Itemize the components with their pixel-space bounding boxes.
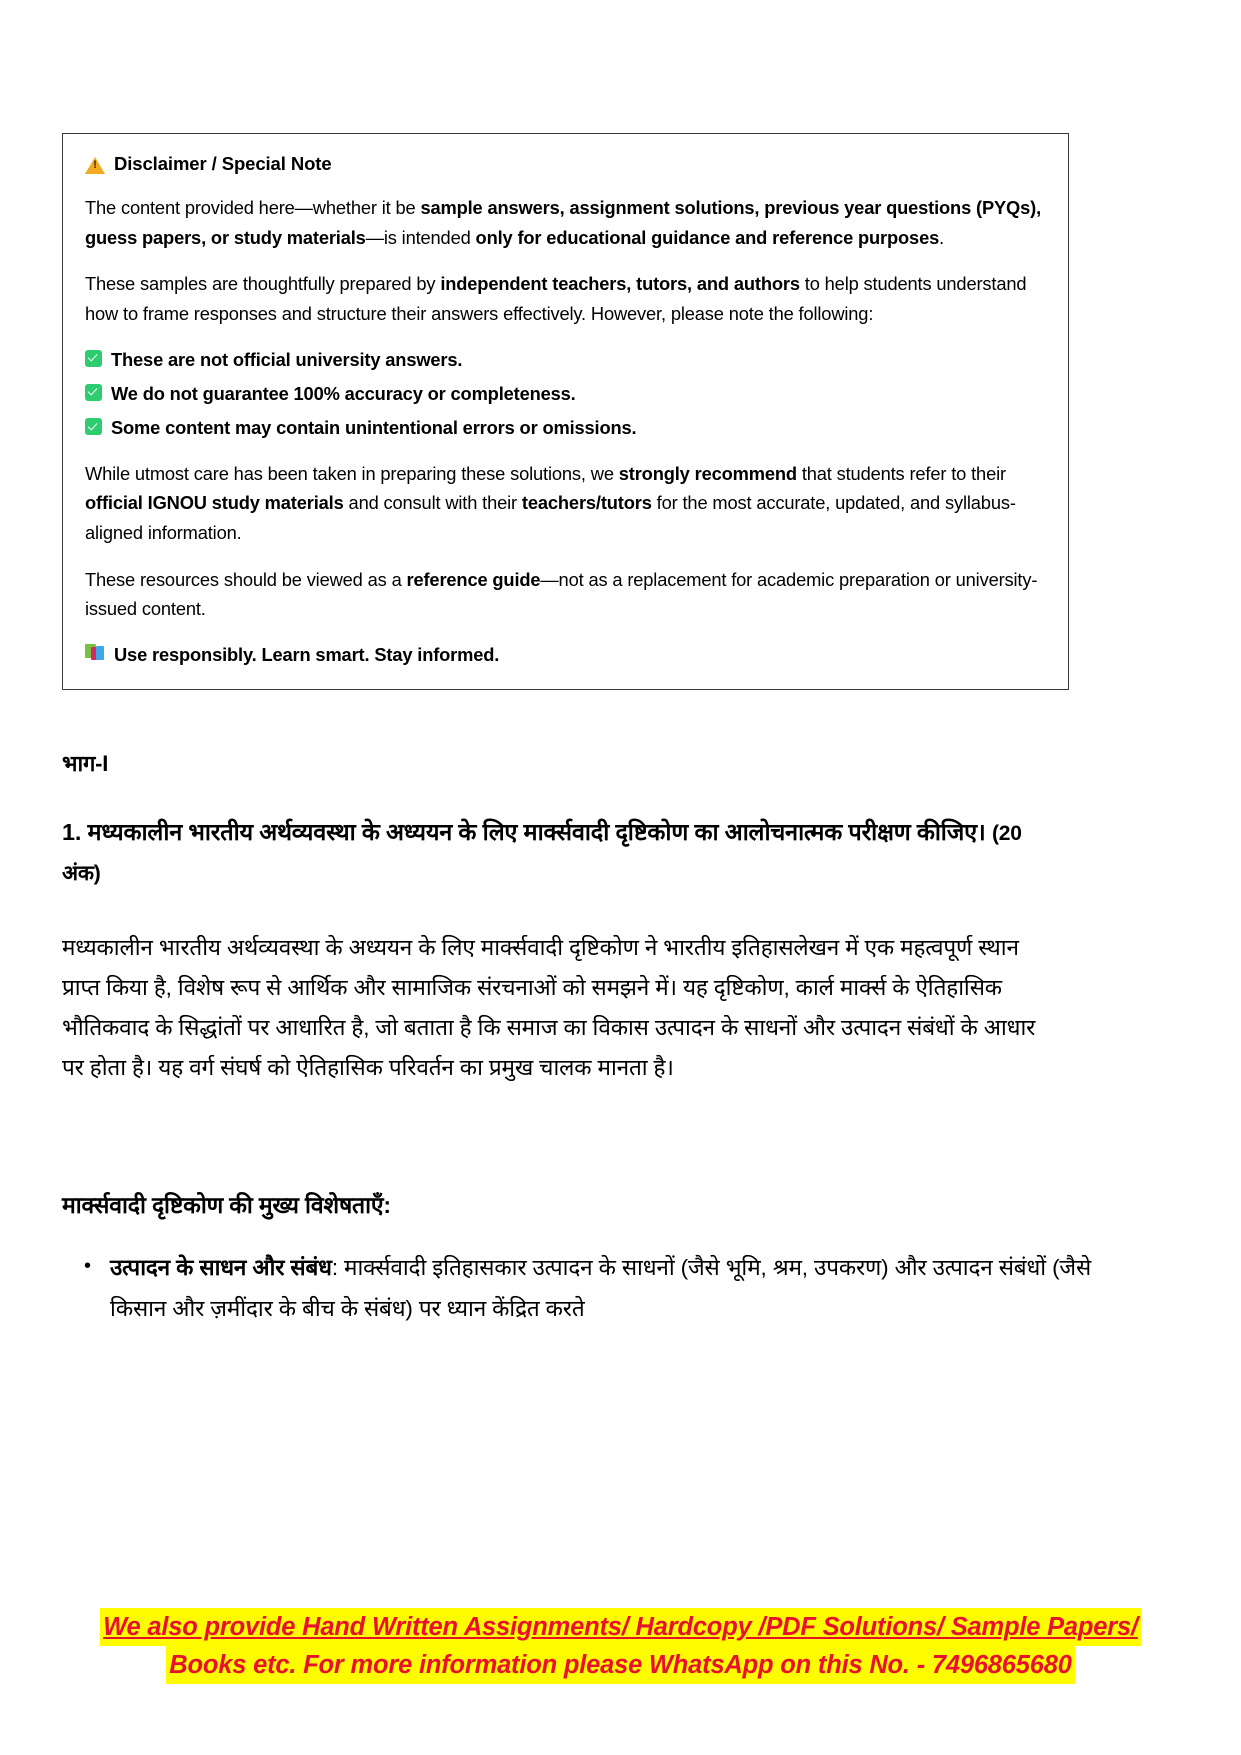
warning-triangle-icon	[85, 157, 105, 174]
disclaimer-paragraph-2	[85, 269, 1046, 328]
disclaimer-title-text: Disclaimer / Special Note	[114, 153, 332, 174]
para3-part-d: official IGNOU study materials	[85, 492, 344, 514]
disclaimer-box	[62, 133, 1069, 690]
disclaimer-paragraph-1	[85, 193, 1046, 252]
para1-part-a: The content provided here—whether it be	[85, 197, 421, 219]
disclaimer-checklist	[85, 346, 1046, 443]
question-text: 1. मध्यकालीन भारतीय अर्थव्यवस्था के अध्ययन के लिए मार्क्सवादी दृष्टिकोण का आलोचनात्मक परीक्षण कीजिए।	[62, 819, 992, 845]
para3-part-f: teachers/tutors	[521, 492, 652, 514]
para1-part-e: .	[939, 226, 945, 248]
check-mark-icon	[85, 384, 102, 401]
checklist-label: Some content may contain unintentional errors or omissions.	[111, 417, 637, 439]
list-item	[85, 414, 1046, 442]
disclaimer-title	[85, 152, 1046, 176]
para1-part-b: sample answers, assignment solutions, previous year questions (PYQs), guess papers, or study materials	[85, 197, 1042, 248]
disclaimer-final-line	[85, 641, 1046, 669]
checklist-label: We do not guarantee 100% accuracy or completeness.	[111, 382, 576, 404]
answer-subheading: मार्क्सवादी दृष्टिकोण की मुख्य विशेषताएँ:	[62, 1192, 391, 1218]
question-heading	[62, 812, 1062, 893]
promo-footer-line-1: We also provide Hand Written Assignments/ Hardcopy /PDF Solutions/ Sample Papers/	[100, 1608, 1141, 1646]
list-item	[85, 346, 1046, 374]
disclaimer-paragraph-4	[85, 565, 1046, 624]
check-mark-icon	[85, 418, 102, 435]
list-item	[85, 380, 1046, 408]
para2-part-b: independent teachers, tutors, and authors	[440, 273, 800, 295]
disclaimer-paragraph-3	[85, 459, 1046, 548]
para3-part-e: and consult with their	[343, 492, 522, 514]
bullet-body-text: : मार्क्सवादी इतिहासकार उत्पादन के साधनों (जैसे भूमि, श्रम, उपकरण) और उत्पादन संबंधों (जैसे किसान और ज़मींदार के बीच के संबंध) पर ध्यान केंद्रित करते	[110, 1255, 1092, 1321]
answer-bullet-list	[62, 1248, 1110, 1330]
para2-part-c: to help students understand how to frame responses and structure their answers effectively. However, please note the following:	[85, 273, 1027, 324]
list-item	[110, 1248, 1110, 1330]
para4-part-b: reference guide	[406, 568, 541, 590]
books-icon	[85, 644, 105, 662]
part-label: भाग-I	[62, 751, 109, 776]
para2-part-a: These samples are thoughtfully prepared by	[85, 273, 441, 295]
check-mark-icon	[85, 350, 102, 367]
para3-part-c: that students refer to their	[796, 462, 1006, 484]
question-marks: (20 अंक)	[62, 822, 1022, 886]
para3-part-a: While utmost care has been taken in preparing these solutions, we	[85, 462, 619, 484]
para3-part-g: for the most accurate, updated, and syllabus-aligned information.	[85, 492, 1016, 543]
para3-part-b: strongly recommend	[618, 462, 797, 484]
answer-paragraph: मध्यकालीन भारतीय अर्थव्यवस्था के अध्ययन के लिए मार्क्सवादी दृष्टिकोण ने भारतीय इतिहासलेखन में एक महत्वपूर्ण स्थान प्राप्त किया है, विशेष रूप से आर्थिक और सामाजिक संरचनाओं को समझने में। यह दृष्टिकोण, कार्ल मार्क्स के ऐतिहासिक भौतिकवाद के सिद्धांतों पर आधारित है, जो बताता है कि समाज का विकास उत्पादन के साधनों और उत्पादन संबंधों के आधार पर होता है। यह वर्ग संघर्ष को ऐतिहासिक परिवर्तन का प्रमुख चालक मानता है।	[62, 935, 1036, 1081]
para1-part-d: only for educational guidance and reference purposes	[475, 226, 940, 248]
checklist-label: These are not official university answers.	[111, 348, 463, 370]
final-line-text: Use responsibly. Learn smart. Stay informed.	[114, 643, 500, 665]
promo-footer	[0, 1608, 1241, 1684]
para4-part-c: —not as a replacement for academic preparation or university-issued content.	[85, 568, 1038, 620]
para4-part-a: These resources should be viewed as a	[85, 568, 407, 590]
para1-part-c: —is intended	[365, 226, 476, 248]
bullet-lead-text: उत्पादन के साधन और संबंध	[110, 1255, 332, 1280]
promo-footer-line-2: Books etc. For more information please WhatsApp on this No. - 7496865680	[166, 1646, 1074, 1684]
